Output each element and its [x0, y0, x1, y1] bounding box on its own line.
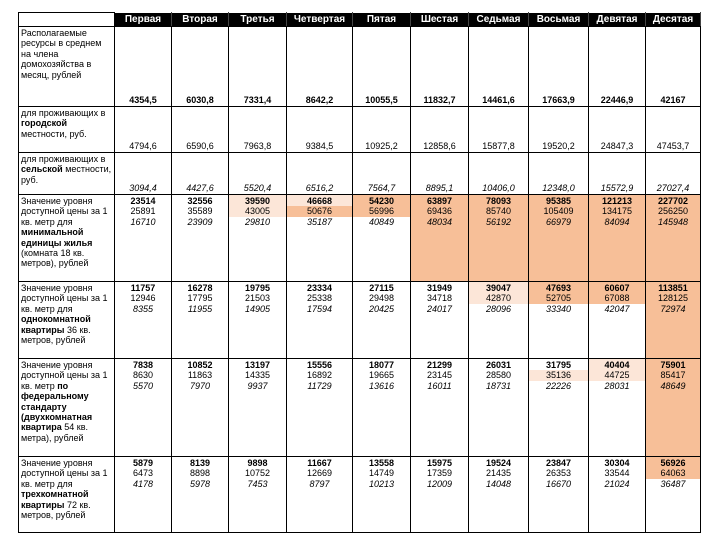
table-cell: 7838 8630 5570	[115, 359, 172, 457]
col-header: Третья	[229, 13, 287, 27]
table-cell: 8139 8898 5978	[172, 457, 229, 533]
table-cell: 9898 10752 7453	[229, 457, 287, 533]
table-cell: 10406,0	[469, 153, 529, 195]
table-cell: 10852 11863 7970	[172, 359, 229, 457]
table-cell: 8895,1	[411, 153, 469, 195]
col-header: Четвертая	[287, 13, 353, 27]
col-header: Вторая	[172, 13, 229, 27]
income-housing-table	[18, 12, 701, 533]
table-cell: 11667 12669 8797	[287, 457, 353, 533]
table-cell: 12348,0	[529, 153, 589, 195]
col-header: Пятая	[353, 13, 411, 27]
table-cell: 13197 14335 9937	[229, 359, 287, 457]
table-cell: 78093 85740 56192	[469, 195, 529, 282]
table-cell: 4354,5	[115, 27, 172, 107]
table-cell: 227702 256250 145948	[646, 195, 701, 282]
row-urban	[19, 107, 701, 153]
table-cell: 121213 134175 84094	[589, 195, 646, 282]
row-label: для проживающих в городской местности, руб.	[19, 107, 115, 153]
row-label: Значение уровня доступной цены за 1 кв. метр по федеральному стандарту (двухкомнатная квартира 54 кв. метра), рублей	[19, 359, 115, 457]
table-cell: 15572,9	[589, 153, 646, 195]
table-cell: 31949 34718 24017	[411, 282, 469, 359]
table-cell: 54230 56996 40849	[353, 195, 411, 282]
table-cell: 6516,2	[287, 153, 353, 195]
table-cell: 31795 35136 22226	[529, 359, 589, 457]
row-label: для проживающих в сельской местности, руб.	[19, 153, 115, 195]
table-cell: 40404 44725 28031	[589, 359, 646, 457]
table-cell: 7331,4	[229, 27, 287, 107]
table-cell: 30304 33544 21024	[589, 457, 646, 533]
table-cell: 26031 28580 18731	[469, 359, 529, 457]
table-cell: 7963,8	[229, 107, 287, 153]
table-cell: 4427,6	[172, 153, 229, 195]
table-cell: 5879 6473 4178	[115, 457, 172, 533]
table-cell: 13558 14749 10213	[353, 457, 411, 533]
table-cell: 42167	[646, 27, 701, 107]
table-cell: 11832,7	[411, 27, 469, 107]
col-header: Десятая	[646, 13, 701, 27]
table-cell: 21299 23145 16011	[411, 359, 469, 457]
table-cell: 23514 25891 16710	[115, 195, 172, 282]
table-cell: 10925,2	[353, 107, 411, 153]
table-cell: 6030,8	[172, 27, 229, 107]
table-cell: 56926 64063 36487	[646, 457, 701, 533]
table-cell: 24847,3	[589, 107, 646, 153]
table-cell: 47693 52705 33340	[529, 282, 589, 359]
table-cell: 75901 85417 48649	[646, 359, 701, 457]
table-cell: 46668 50676 35187	[287, 195, 353, 282]
corner-cell	[19, 13, 115, 27]
table-cell: 32556 35589 23909	[172, 195, 229, 282]
table-cell: 10055,5	[353, 27, 411, 107]
table-cell: 23334 25338 17594	[287, 282, 353, 359]
row-label: Значение уровня доступной цены за 1 кв. метр для однокомнатной квартиры 36 кв. метров, рублей	[19, 282, 115, 359]
table-cell: 39590 43005 29810	[229, 195, 287, 282]
table-cell: 60607 67088 42047	[589, 282, 646, 359]
table-cell: 27027,4	[646, 153, 701, 195]
table-cell: 19520,2	[529, 107, 589, 153]
row-federal-standard	[19, 359, 701, 457]
row-resources	[19, 27, 701, 107]
table-cell: 15877,8	[469, 107, 529, 153]
table-cell: 19524 21435 14048	[469, 457, 529, 533]
col-header: Седьмая	[469, 13, 529, 27]
table-cell: 16278 17795 11955	[172, 282, 229, 359]
table-cell: 23847 26353 16670	[529, 457, 589, 533]
table-cell: 12858,6	[411, 107, 469, 153]
col-header: Девятая	[589, 13, 646, 27]
table-cell: 9384,5	[287, 107, 353, 153]
row-three-room	[19, 457, 701, 533]
row-label: Значение уровня доступной цены за 1 кв. метр для трехкомнатной квартиры 72 кв. метров, рублей	[19, 457, 115, 533]
row-one-room	[19, 282, 701, 359]
col-header: Первая	[115, 13, 172, 27]
row-min-unit	[19, 195, 701, 282]
table-cell: 22446,9	[589, 27, 646, 107]
table-cell: 47453,7	[646, 107, 701, 153]
table-cell: 63897 69436 48034	[411, 195, 469, 282]
table-cell: 8642,2	[287, 27, 353, 107]
table-cell: 18077 19665 13616	[353, 359, 411, 457]
table-cell: 11757 12946 8355	[115, 282, 172, 359]
table-cell: 15556 16892 11729	[287, 359, 353, 457]
table-cell: 7564,7	[353, 153, 411, 195]
row-rural	[19, 153, 701, 195]
table-cell: 4794,6	[115, 107, 172, 153]
col-header: Шестая	[411, 13, 469, 27]
table-cell: 3094,4	[115, 153, 172, 195]
table-cell: 17663,9	[529, 27, 589, 107]
table-cell: 95385 105409 66979	[529, 195, 589, 282]
table-cell: 6590,6	[172, 107, 229, 153]
col-header: Восьмая	[529, 13, 589, 27]
table-cell: 5520,4	[229, 153, 287, 195]
header-row	[19, 13, 701, 27]
table-cell: 15975 17359 12009	[411, 457, 469, 533]
table-cell: 113851 128125 72974	[646, 282, 701, 359]
table-cell: 19795 21503 14905	[229, 282, 287, 359]
row-label: Располагаемые ресурсы в среднем на члена домохозяйства в месяц, рублей	[19, 27, 115, 107]
table-cell: 27115 29498 20425	[353, 282, 411, 359]
table-cell: 39047 42870 28096	[469, 282, 529, 359]
table-cell: 14461,6	[469, 27, 529, 107]
row-label: Значение уровня доступной цены за 1 кв. метр для минимальной единицы жилья (комната 18 кв. метров), рублей	[19, 195, 115, 282]
